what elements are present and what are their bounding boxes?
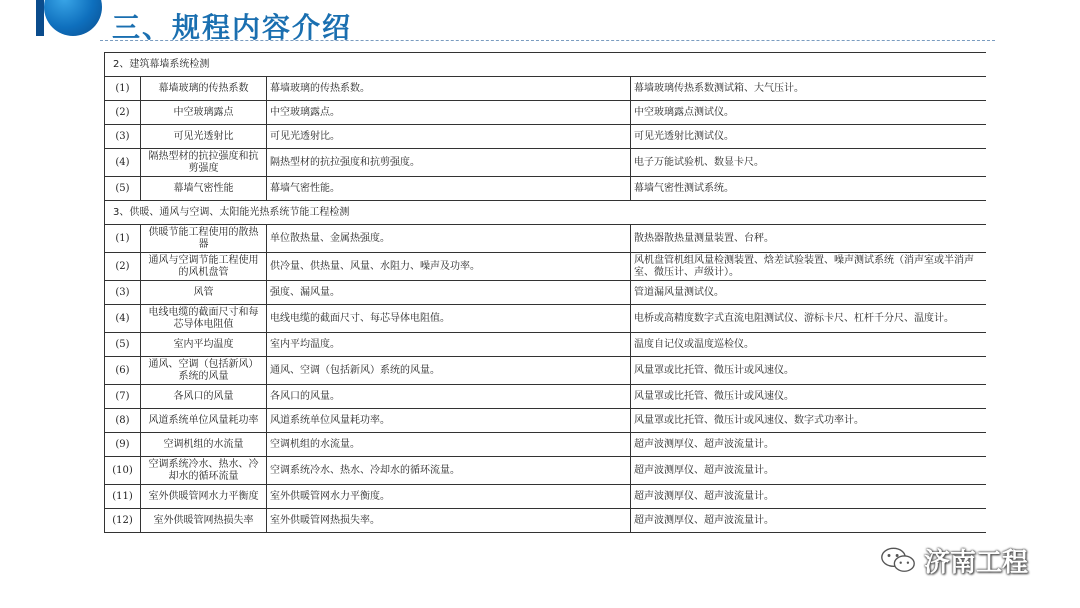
row-number: (3) <box>105 125 141 149</box>
section-header-row <box>105 53 987 77</box>
inspection-item: 幕墙玻璃的传热系数 <box>141 77 267 101</box>
table-row <box>105 305 987 333</box>
watermark-text: 济南工程 <box>924 547 1029 578</box>
table-row <box>105 77 987 101</box>
inspection-item: 室外供暖管网水力平衡度 <box>141 485 267 509</box>
title-divider <box>100 40 995 41</box>
row-number: (6) <box>105 357 141 385</box>
inspection-equipment: 超声波测厚仪、超声波流量计。 <box>631 457 987 485</box>
watermark <box>880 542 1028 578</box>
section-title: 3、供暖、通风与空调、太阳能光热系统节能工程检测 <box>105 201 987 225</box>
table-row <box>105 409 987 433</box>
row-number: (8) <box>105 409 141 433</box>
inspection-equipment: 风量罩或比托管、微压计或风速仪。 <box>631 357 987 385</box>
inspection-equipment: 幕墙玻璃传热系数测试箱、大气压计。 <box>631 77 987 101</box>
inspection-equipment: 温度自记仪或温度巡检仪。 <box>631 333 987 357</box>
table-row <box>105 225 987 253</box>
table-row <box>105 281 987 305</box>
table-row <box>105 485 987 509</box>
inspection-parameter: 空调机组的水流量。 <box>267 433 631 457</box>
inspection-equipment: 风量罩或比托管、微压计或风速仪。 <box>631 385 987 409</box>
inspection-parameter: 隔热型材的抗拉强度和抗剪强度。 <box>267 149 631 177</box>
inspection-parameter: 室内平均温度。 <box>267 333 631 357</box>
table-row <box>105 457 987 485</box>
table-row <box>105 253 987 281</box>
inspection-parameter: 室外供暖管网热损失率。 <box>267 509 631 533</box>
inspection-item: 电线电缆的截面尺寸和每芯导体电阻值 <box>141 305 267 333</box>
row-number: (5) <box>105 333 141 357</box>
inspection-equipment: 超声波测厚仪、超声波流量计。 <box>631 433 987 457</box>
table-row <box>105 101 987 125</box>
inspection-parameter: 幕墙玻璃的传热系数。 <box>267 77 631 101</box>
inspection-item: 风道系统单位风量耗功率 <box>141 409 267 433</box>
inspection-parameter: 供冷量、供热量、风量、水阻力、噪声及功率。 <box>267 253 631 281</box>
row-number: (5) <box>105 177 141 201</box>
row-number: (7) <box>105 385 141 409</box>
row-number: (1) <box>105 77 141 101</box>
inspection-equipment: 风量罩或比托管、微压计或风速仪、数字式功率计。 <box>631 409 987 433</box>
inspection-item: 隔热型材的抗拉强度和抗剪强度 <box>141 149 267 177</box>
inspection-parameter: 室外供暖管网水力平衡度。 <box>267 485 631 509</box>
row-number: (2) <box>105 101 141 125</box>
inspection-parameter: 中空玻璃露点。 <box>267 101 631 125</box>
table-row <box>105 357 987 385</box>
inspection-item: 中空玻璃露点 <box>141 101 267 125</box>
inspection-equipment: 电桥或高精度数字式直流电阻测试仪、游标卡尺、杠杆千分尺、温度计。 <box>631 305 987 333</box>
table-row <box>105 149 987 177</box>
row-number: (4) <box>105 305 141 333</box>
row-number: (4) <box>105 149 141 177</box>
table-body <box>105 53 987 533</box>
inspection-equipment: 可见光透射比测试仪。 <box>631 125 987 149</box>
inspection-item: 幕墙气密性能 <box>141 177 267 201</box>
wechat-icon <box>880 545 916 575</box>
row-number: (11) <box>105 485 141 509</box>
inspection-equipment: 管道漏风量测试仪。 <box>631 281 987 305</box>
inspection-parameter: 可见光透射比。 <box>267 125 631 149</box>
inspection-parameter: 幕墙气密性能。 <box>267 177 631 201</box>
inspection-item: 供暖节能工程使用的散热器 <box>141 225 267 253</box>
logo-bar <box>36 0 44 36</box>
row-number: (1) <box>105 225 141 253</box>
inspection-equipment: 散热器散热量测量装置、台秤。 <box>631 225 987 253</box>
table-row <box>105 433 987 457</box>
inspection-parameter: 各风口的风量。 <box>267 385 631 409</box>
table-row <box>105 333 987 357</box>
inspection-parameter: 空调系统冷水、热水、冷却水的循环流量。 <box>267 457 631 485</box>
table-row <box>105 509 987 533</box>
table-row <box>105 177 987 201</box>
inspection-equipment: 中空玻璃露点测试仪。 <box>631 101 987 125</box>
inspection-item: 空调系统冷水、热水、冷却水的循环流量 <box>141 457 267 485</box>
inspection-parameter: 电线电缆的截面尺寸、每芯导体电阻值。 <box>267 305 631 333</box>
inspection-table-container <box>104 52 986 568</box>
inspection-item: 室外供暖管网热损失率 <box>141 509 267 533</box>
logo-decoration <box>0 0 100 40</box>
page-title: 三、规程内容介绍 <box>112 11 353 44</box>
inspection-parameter: 通风、空调（包括新风）系统的风量。 <box>267 357 631 385</box>
row-number: (10) <box>105 457 141 485</box>
table-row <box>105 125 987 149</box>
inspection-item: 空调机组的水流量 <box>141 433 267 457</box>
table-row <box>105 385 987 409</box>
row-number: (2) <box>105 253 141 281</box>
inspection-table <box>104 52 986 533</box>
section-header-row <box>105 201 987 225</box>
inspection-item: 各风口的风量 <box>141 385 267 409</box>
inspection-equipment: 幕墙气密性测试系统。 <box>631 177 987 201</box>
inspection-equipment: 超声波测厚仪、超声波流量计。 <box>631 509 987 533</box>
inspection-item: 风管 <box>141 281 267 305</box>
logo-circle <box>44 0 102 36</box>
row-number: (9) <box>105 433 141 457</box>
inspection-item: 通风与空调节能工程使用的风机盘管 <box>141 253 267 281</box>
inspection-equipment: 风机盘管机组风量检测装置、焓差试验装置、噪声测试系统（消声室或半消声室、微压计、声级计）。 <box>631 253 987 281</box>
inspection-parameter: 单位散热量、金属热强度。 <box>267 225 631 253</box>
row-number: (12) <box>105 509 141 533</box>
section-title: 2、建筑幕墙系统检测 <box>105 53 987 77</box>
inspection-item: 可见光透射比 <box>141 125 267 149</box>
inspection-equipment: 超声波测厚仪、超声波流量计。 <box>631 485 987 509</box>
inspection-equipment: 电子万能试验机、数显卡尺。 <box>631 149 987 177</box>
inspection-parameter: 强度、漏风量。 <box>267 281 631 305</box>
row-number: (3) <box>105 281 141 305</box>
inspection-item: 通风、空调（包括新风）系统的风量 <box>141 357 267 385</box>
inspection-parameter: 风道系统单位风量耗功率。 <box>267 409 631 433</box>
inspection-item: 室内平均温度 <box>141 333 267 357</box>
